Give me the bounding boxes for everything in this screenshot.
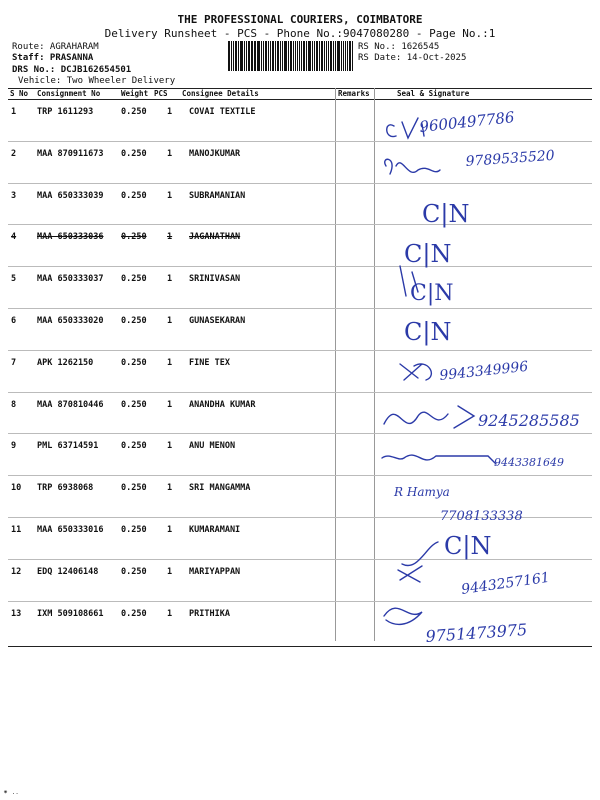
- signature-mark: [385, 159, 440, 174]
- handwritten-phone: 9751473975: [424, 619, 528, 646]
- barcode-bar: [312, 41, 313, 71]
- barcode-bar: [314, 41, 315, 71]
- row-sno: 7: [11, 357, 17, 368]
- handwritten-phone: 9789535520: [465, 147, 556, 170]
- barcode-bar: [277, 41, 279, 71]
- barcode-bar: [246, 41, 247, 71]
- row-pcs: 1: [167, 232, 173, 243]
- barcode-bar: [345, 41, 346, 71]
- barcode-bar: [228, 41, 230, 71]
- barcode-bar: [280, 41, 281, 71]
- row-consignment-no: MAA 650333037: [37, 274, 104, 285]
- barcode-bar: [252, 41, 253, 71]
- row-pcs: 1: [167, 357, 173, 368]
- barcode-bar: [330, 41, 332, 71]
- row-consignment-no: MAA 870911673: [37, 148, 104, 159]
- row-sno: 3: [11, 190, 17, 201]
- staff-label: Staff: PRASANNA: [12, 53, 94, 63]
- barcode-bar: [335, 41, 336, 71]
- barcode-bar: [301, 41, 302, 71]
- barcode-bar: [270, 41, 271, 71]
- barcode-bar: [347, 41, 348, 71]
- row-consignment-no: MAA 650333039: [37, 190, 104, 201]
- barcode-bar: [306, 41, 307, 71]
- handwritten-cn: C|N: [404, 318, 452, 346]
- row-weight: 0.250: [121, 190, 147, 201]
- row-consignee: SUBRAMANIAN: [189, 190, 246, 201]
- barcode-bar: [272, 41, 274, 71]
- vehicle-label: Vehicle: Two Wheeler Delivery: [18, 76, 176, 86]
- row-weight: 0.250: [121, 441, 147, 452]
- rs-date: RS Date: 14-Oct-2025: [358, 53, 467, 63]
- column-header-signature: Seal & Signature: [397, 89, 470, 98]
- row-pcs: 1: [167, 274, 173, 285]
- handwritten-phone: 9245285585: [478, 411, 580, 430]
- row-consignment-no: MAA 870810446: [37, 399, 104, 410]
- barcode-bar: [337, 41, 340, 71]
- row-pcs: 1: [167, 148, 173, 159]
- barcode-bar: [261, 41, 262, 71]
- row-consignee: SRI MANGAMMA: [189, 483, 251, 494]
- barcode-bar: [321, 41, 323, 71]
- row-weight: 0.250: [121, 232, 147, 243]
- barcode-bar: [324, 41, 325, 71]
- row-consignee: MARIYAPPAN: [189, 566, 241, 577]
- route-label: Route: AGRAHARAM: [12, 42, 99, 52]
- barcode-bar: [290, 41, 292, 71]
- row-sno: 12: [11, 566, 22, 577]
- row-pcs: 1: [167, 483, 173, 494]
- column-header-weight: Weight: [121, 89, 149, 98]
- barcode-bar: [238, 41, 239, 71]
- barcode-bar: [288, 41, 289, 71]
- row-pcs: 1: [167, 566, 173, 577]
- row-pcs: 1: [167, 399, 173, 410]
- barcode-bar: [308, 41, 311, 71]
- barcode-bar: [303, 41, 305, 71]
- row-sno: 2: [11, 148, 17, 159]
- barcode-bar: [275, 41, 276, 71]
- row-sno: 10: [11, 483, 22, 494]
- row-sno: 4: [11, 232, 17, 243]
- row-sno: 1: [11, 107, 17, 117]
- barcode-bar: [265, 41, 267, 71]
- barcode-image: [228, 41, 354, 71]
- barcode-bar: [341, 41, 342, 71]
- handwritten-phone: 9943349996: [438, 358, 530, 384]
- drs-number: DRS No.: DCJB162654501: [12, 65, 132, 75]
- handwritten-cn: C|N: [404, 240, 452, 268]
- signature-mark: [398, 542, 438, 582]
- row-consignee: ANANDHA KUMAR: [189, 399, 256, 410]
- barcode-bar: [235, 41, 237, 71]
- row-consignment-no: EDQ 12406148: [37, 566, 99, 577]
- row-pcs: 1: [167, 316, 173, 326]
- row-consignee: SRINIVASAN: [189, 274, 241, 285]
- row-consignee: JAGANATHAN: [189, 232, 241, 243]
- barcode-bar: [316, 41, 318, 71]
- barcode-bar: [268, 41, 269, 71]
- column-header-sno: S No: [10, 89, 29, 98]
- row-pcs: 1: [167, 107, 173, 117]
- row-consignee: PRITHIKA: [189, 608, 230, 619]
- barcode-bar: [231, 41, 232, 71]
- barcode-bar: [233, 41, 234, 71]
- handwritten-phone: 9443257161: [460, 569, 551, 598]
- row-weight: 0.250: [121, 316, 147, 326]
- handwritten-phone: 7708133338: [440, 509, 523, 524]
- column-header-remarks: Remarks: [338, 89, 370, 98]
- barcode-bar: [284, 41, 287, 71]
- column-header-pcs: PCS: [154, 89, 168, 98]
- handwritten-cn: C|N: [410, 281, 454, 306]
- row-pcs: 1: [167, 608, 173, 619]
- signatures-area: [378, 96, 600, 656]
- barcode-bar: [282, 41, 283, 71]
- row-pcs: 1: [167, 441, 173, 452]
- row-weight: 0.250: [121, 525, 147, 535]
- scan-mark: ⁕ ..: [3, 789, 19, 796]
- barcode-bar: [293, 41, 294, 71]
- barcode-bar: [251, 41, 252, 71]
- barcode-bar: [299, 41, 300, 71]
- barcode-bar: [319, 41, 320, 71]
- row-weight: 0.250: [121, 483, 147, 494]
- row-weight: 0.250: [121, 107, 147, 117]
- row-consignee: MANOJKUMAR: [189, 148, 241, 159]
- signature-mark: [382, 455, 496, 464]
- row-weight: 0.250: [121, 566, 147, 577]
- barcode-bar: [326, 41, 327, 71]
- row-weight: 0.250: [121, 608, 147, 619]
- row-consignment-no: APK 1262150: [37, 357, 94, 368]
- page-subtitle: Delivery Runsheet - PCS - Phone No.:9047080280 - Page No.:1: [104, 27, 496, 40]
- barcode-bar: [343, 41, 345, 71]
- row-consignee: ANU MENON: [189, 441, 236, 452]
- barcode-bar: [352, 41, 353, 71]
- row-sno: 9: [11, 441, 17, 452]
- column-header-consignee: Consignee Details: [182, 89, 259, 98]
- signature-mark: [400, 364, 431, 380]
- barcode-bar: [248, 41, 250, 71]
- row-sno: 6: [11, 316, 17, 326]
- row-consignee: KUMARAMANI: [189, 525, 241, 535]
- row-pcs: 1: [167, 190, 173, 201]
- row-consignee: FINE TEX: [189, 357, 230, 368]
- barcode-bar: [263, 41, 264, 71]
- row-weight: 0.250: [121, 148, 147, 159]
- handwritten-phone: 9443381649: [494, 456, 564, 469]
- barcode-bar: [295, 41, 296, 71]
- row-consignment-no: TRP 1611293: [37, 107, 94, 117]
- row-weight: 0.250: [121, 357, 147, 368]
- row-consignee: GUNASEKARAN: [189, 316, 246, 326]
- row-consignment-no: MAA 650333016: [37, 525, 104, 535]
- row-sno: 13: [11, 608, 22, 619]
- signature-mark: [384, 406, 474, 428]
- column-header-consignment: Consignment No: [37, 89, 101, 98]
- handwritten-phone: 9600497786: [418, 108, 516, 136]
- row-consignment-no: IXM 509108661: [37, 608, 104, 619]
- row-consignee: COVAI TEXTILE: [189, 107, 256, 117]
- row-sno: 5: [11, 274, 17, 285]
- handwritten-cn: C|N: [422, 200, 470, 228]
- rs-number: RS No.: 1626545: [358, 42, 440, 52]
- handwritten-name: R Hamya: [394, 485, 450, 499]
- row-sno: 11: [11, 525, 22, 535]
- row-consignment-no: PML 63714591: [37, 441, 99, 452]
- row-pcs: 1: [167, 525, 173, 535]
- barcode-bar: [297, 41, 299, 71]
- barcode-bar: [349, 41, 351, 71]
- barcode-bar: [254, 41, 256, 71]
- barcode-bar: [240, 41, 243, 71]
- barcode-bar: [333, 41, 334, 71]
- barcode-bar: [257, 41, 260, 71]
- row-consignment-no: MAA 650333036: [37, 232, 104, 243]
- row-consignment-no: MAA 650333020: [37, 316, 104, 326]
- handwritten-cn: C|N: [444, 532, 492, 560]
- row-sno: 8: [11, 399, 17, 410]
- row-weight: 0.250: [121, 399, 147, 410]
- barcode-bar: [244, 41, 245, 71]
- row-weight: 0.250: [121, 274, 147, 285]
- barcode-bar: [328, 41, 329, 71]
- page-title: THE PROFESSIONAL COURIERS, COIMBATORE: [177, 13, 423, 26]
- row-consignment-no: TRP 6938068: [37, 483, 94, 494]
- signature-mark: [384, 608, 422, 624]
